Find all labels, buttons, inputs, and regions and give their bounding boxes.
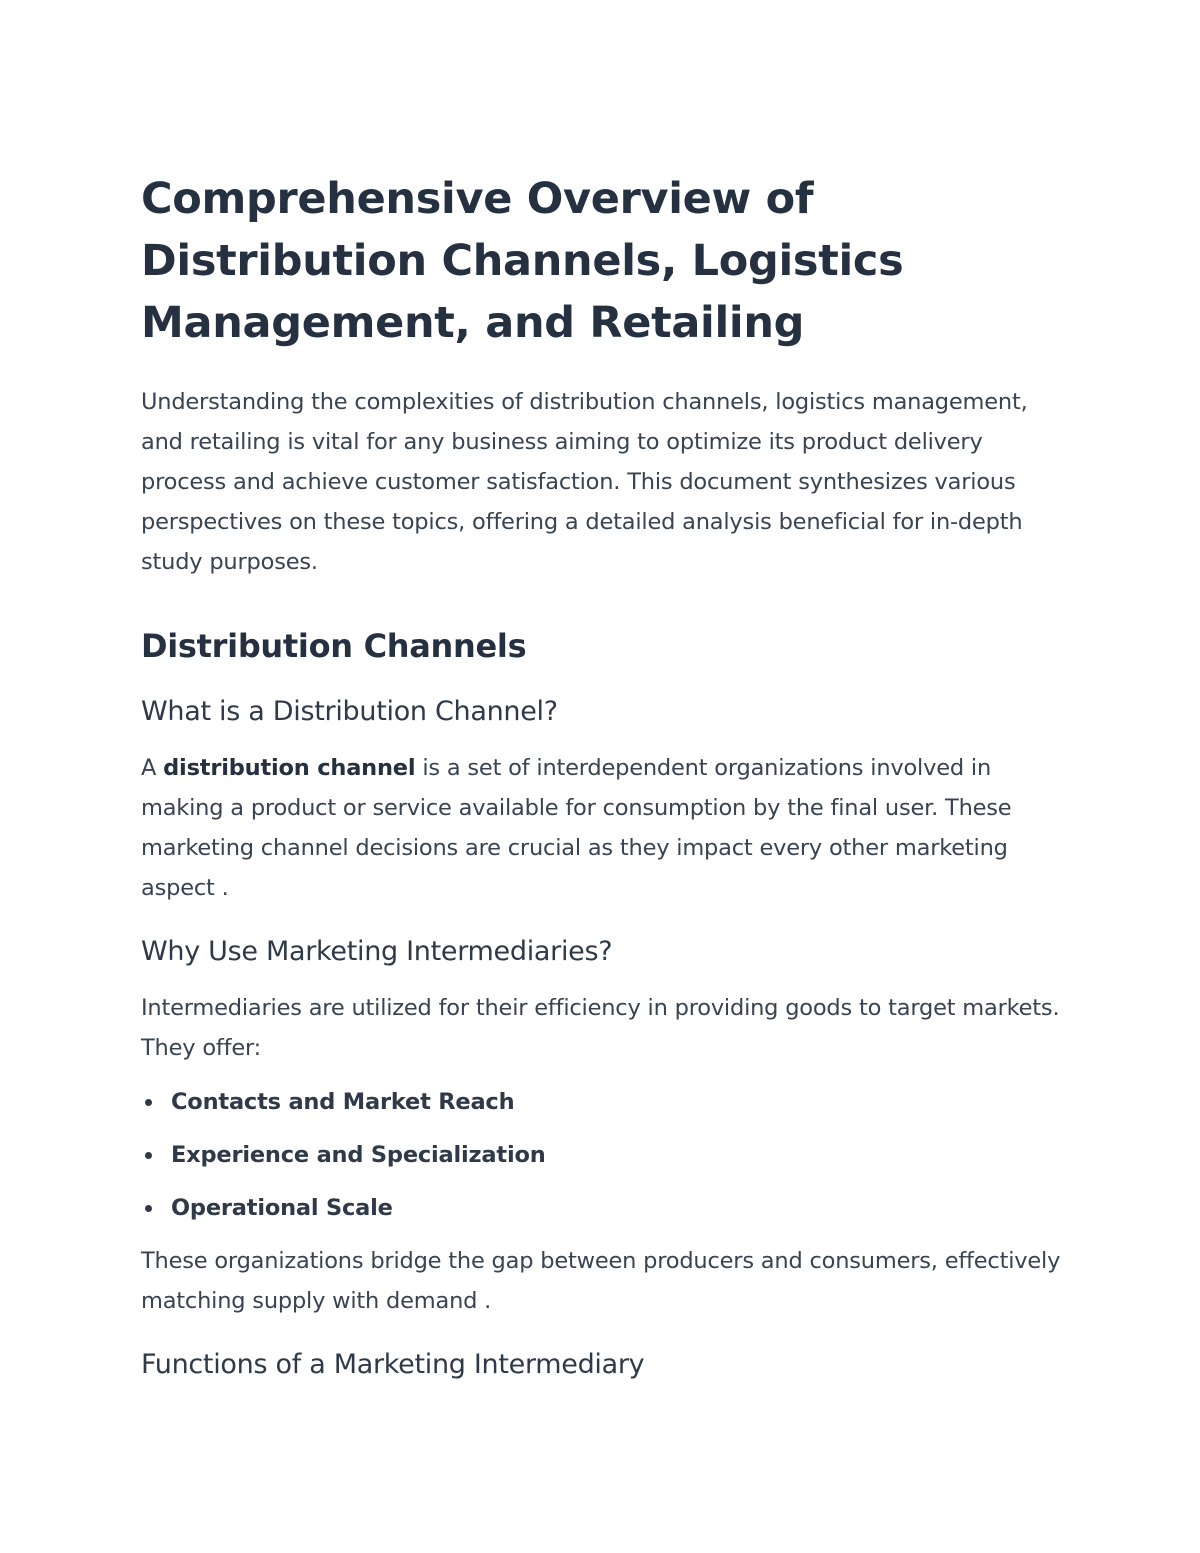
bullet-icon bbox=[145, 1152, 152, 1159]
definition-lead: A bbox=[141, 755, 164, 781]
definition-rest: is a set of interdependent organizations involved in making a product or service available for consumption by the final user. These marketing channel decisions are crucial as they impact every other marketing aspect . bbox=[141, 755, 1012, 901]
list-item bbox=[141, 1082, 1071, 1122]
list-item-text: Contacts and Market Reach bbox=[171, 1089, 515, 1115]
subheading-what-is-distribution-channel: What is a Distribution Channel? bbox=[141, 696, 558, 727]
bullet-icon bbox=[145, 1099, 152, 1106]
bullet-icon bbox=[145, 1205, 152, 1212]
intermediaries-intro-paragraph: Intermediaries are utilized for their efficiency in providing goods to target markets. They offer: bbox=[141, 995, 1060, 1061]
document-page bbox=[141, 168, 1071, 1385]
list-item bbox=[141, 1135, 1071, 1175]
list-item bbox=[141, 1188, 1071, 1228]
list-item-text: Operational Scale bbox=[171, 1195, 393, 1221]
definition-paragraph bbox=[141, 748, 1071, 908]
subheading-why-use-intermediaries: Why Use Marketing Intermediaries? bbox=[141, 936, 613, 967]
document-title: Comprehensive Overview of Distribution Channels, Logistics Management, and Retailing bbox=[141, 174, 904, 348]
subheading-functions-of-intermediary: Functions of a Marketing Intermediary bbox=[141, 1349, 645, 1380]
intermediaries-closing-paragraph: These organizations bridge the gap between producers and consumers, effectively matching supply with demand . bbox=[141, 1248, 1061, 1314]
list-item-text: Experience and Specialization bbox=[171, 1142, 546, 1168]
section-heading-distribution-channels: Distribution Channels bbox=[141, 627, 527, 665]
definition-term: distribution channel bbox=[163, 755, 416, 781]
intermediary-benefits-list bbox=[141, 1082, 1071, 1228]
intro-paragraph: Understanding the complexities of distribution channels, logistics management, and retailing is vital for any business aiming to optimize its product delivery process and achieve customer satisfaction. This document synthesizes various perspectives on these topics, offering a detailed analysis beneficial for in-depth study purposes. bbox=[141, 389, 1028, 575]
